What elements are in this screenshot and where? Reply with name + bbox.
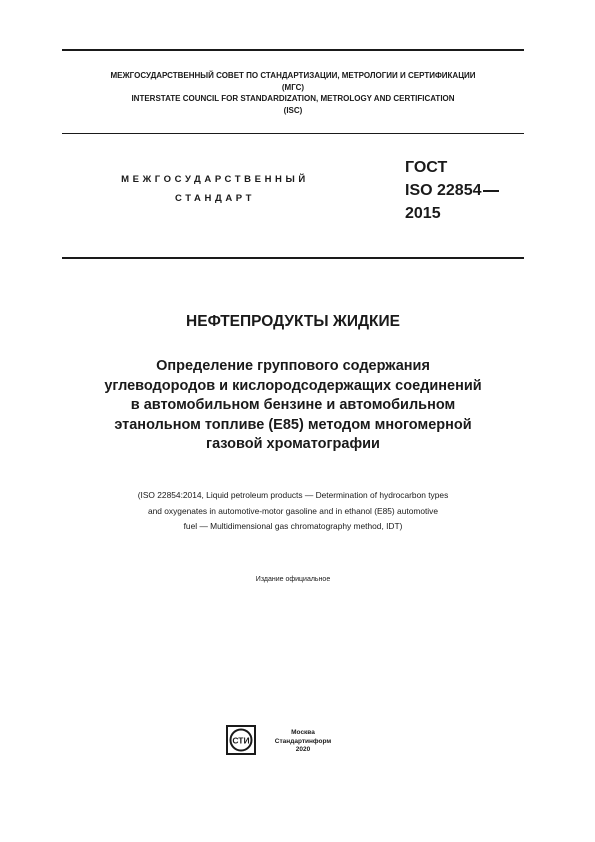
- document-subtitle: [62, 357, 524, 455]
- iso-reference: [56, 488, 530, 535]
- standartinform-logo-icon: [226, 725, 256, 755]
- publisher-city: Москва: [291, 729, 315, 736]
- standard-designation: [405, 156, 499, 225]
- subtitle-line: газовой хроматографии: [206, 436, 380, 452]
- subtitle-line: углеводородов и кислородсодержащих соединений: [104, 377, 482, 394]
- publisher-year: 2020: [295, 746, 311, 753]
- standard-type-line2: СТАНДАРТ: [175, 193, 255, 204]
- standard-type: [80, 170, 350, 208]
- subtitle-line: Определение группового содержания: [156, 358, 430, 374]
- subtitle-line: в автомобильном бензине и автомобильном: [130, 397, 456, 413]
- iso-reference-line: fuel — Multidimensional gas chromatography method, IDT): [183, 521, 403, 531]
- iso-reference-line: and oxygenates in automotive-motor gasoline and in ethanol (E85) automotive: [147, 505, 439, 516]
- publisher-name: Стандартинформ: [274, 737, 332, 745]
- document-title: НЕФТЕПРОДУКТЫ ЖИДКИЕ: [186, 313, 400, 330]
- council-abbr-ru: (МГС): [281, 82, 305, 92]
- subtitle-line: этанольном топливе (Е85) методом многомерной: [114, 416, 472, 433]
- designation-year: 2015: [405, 205, 441, 222]
- header-divider: [62, 133, 524, 134]
- iso-number: ISO 22854: [405, 182, 482, 199]
- publisher-info: [268, 729, 338, 755]
- gost-label: ГОСТ: [405, 159, 448, 176]
- top-rule: [62, 49, 524, 51]
- iso-reference-line: (ISO 22854:2014, Liquid petroleum products — Determination of hydrocarbon types: [137, 490, 449, 500]
- standard-type-line1: МЕЖГОСУДАРСТВЕННЫЙ: [121, 174, 309, 185]
- designation-divider: [62, 257, 524, 259]
- council-header: [62, 70, 524, 116]
- council-abbr-en: (ISC): [283, 105, 303, 115]
- designation-dash: [483, 190, 499, 192]
- council-name-en: INTERSTATE COUNCIL FOR STANDARDIZATION, METROLOGY AND CERTIFICATION: [131, 94, 455, 103]
- logo-text: СТИ: [232, 735, 250, 746]
- council-name-ru: МЕЖГОСУДАРСТВЕННЫЙ СОВЕТ ПО СТАНДАРТИЗАЦИИ, МЕТРОЛОГИИ И СЕРТИФИКАЦИИ: [110, 71, 476, 80]
- edition-note: Издание официальное: [255, 576, 331, 583]
